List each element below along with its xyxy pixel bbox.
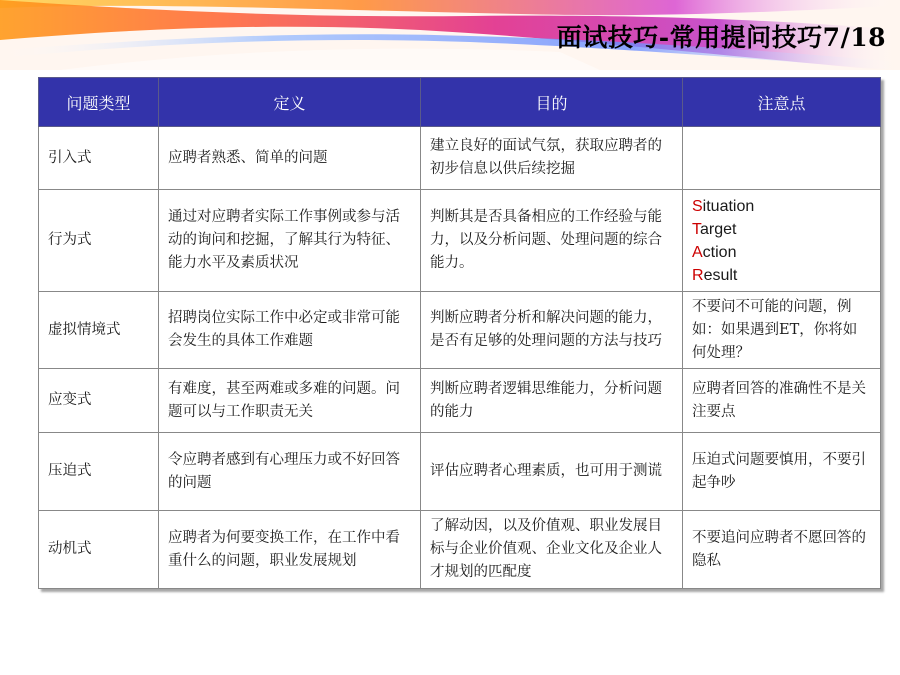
- question-type-cell: 引入式: [39, 127, 159, 190]
- question-type-cell: 虚拟情境式: [39, 292, 159, 369]
- definition-cell: 应聘者为何要变换工作，在工作中看重什么的问题，职业发展规划: [159, 511, 421, 589]
- definition-cell: 令应聘者感到有心理压力或不好回答的问题: [159, 433, 421, 511]
- star-word-rest: arget: [700, 220, 737, 238]
- table-row: [39, 369, 881, 433]
- star-initial: A: [692, 243, 703, 261]
- purpose-cell: 判断应聘者分析和解决问题的能力，是否有足够的处理问题的方法与技巧: [421, 292, 683, 369]
- table-header-row: [39, 78, 881, 127]
- star-item: [692, 241, 871, 264]
- purpose-cell: 建立良好的面试气氛，获取应聘者的初步信息以供后续挖掘: [421, 127, 683, 190]
- star-initial: R: [692, 266, 704, 284]
- table-row: [39, 127, 881, 190]
- definition-cell: 应聘者熟悉、简单的问题: [159, 127, 421, 190]
- questioning-techniques-table: [38, 77, 881, 589]
- purpose-cell: 判断其是否具备相应的工作经验与能力，以及分析问题、处理问题的综合能力。: [421, 190, 683, 292]
- star-initial: T: [692, 220, 700, 238]
- star-method-cell: [683, 190, 881, 292]
- definition-cell: 有难度，甚至两难或多难的问题。问题可以与工作职责无关: [159, 369, 421, 433]
- question-type-cell: 动机式: [39, 511, 159, 589]
- purpose-cell: 了解动因，以及价值观、职业发展目标与企业价值观、企业文化及企业人才规划的匹配度: [421, 511, 683, 589]
- star-item: [692, 264, 871, 287]
- page-title: 面试技巧-常用提问技巧7/18: [556, 23, 886, 52]
- note-cell: 压迫式问题要慎用，不要引起争吵: [683, 433, 881, 511]
- purpose-cell: 评估应聘者心理素质，也可用于测谎: [421, 433, 683, 511]
- purpose-cell: 判断应聘者逻辑思维能力，分析问题的能力: [421, 369, 683, 433]
- note-cell: 不要追问应聘者不愿回答的隐私: [683, 511, 881, 589]
- column-header-purpose: 目的: [421, 78, 683, 127]
- question-type-cell: 压迫式: [39, 433, 159, 511]
- column-header-type: 问题类型: [39, 78, 159, 127]
- table-row: [39, 190, 881, 292]
- definition-cell: 招聘岗位实际工作中必定或非常可能会发生的具体工作难题: [159, 292, 421, 369]
- column-header-note: 注意点: [683, 78, 881, 127]
- table-row: [39, 511, 881, 589]
- star-initial: S: [692, 197, 703, 215]
- star-item: [692, 195, 871, 218]
- column-header-definition: 定义: [159, 78, 421, 127]
- star-word-rest: esult: [703, 266, 738, 284]
- question-type-cell: 行为式: [39, 190, 159, 292]
- note-cell: [683, 127, 881, 190]
- star-word-rest: ituation: [702, 197, 755, 215]
- star-item: [692, 218, 871, 241]
- star-word-rest: ction: [702, 243, 737, 261]
- note-cell: 不要问不可能的问题，例如：如果遇到ET，你将如何处理？: [683, 292, 881, 369]
- table-row: [39, 292, 881, 369]
- table-row: [39, 433, 881, 511]
- note-cell: 应聘者回答的准确性不是关注要点: [683, 369, 881, 433]
- definition-cell: 通过对应聘者实际工作事例或参与活动的询问和挖掘，了解其行为特征、能力水平及素质状况: [159, 190, 421, 292]
- question-type-cell: 应变式: [39, 369, 159, 433]
